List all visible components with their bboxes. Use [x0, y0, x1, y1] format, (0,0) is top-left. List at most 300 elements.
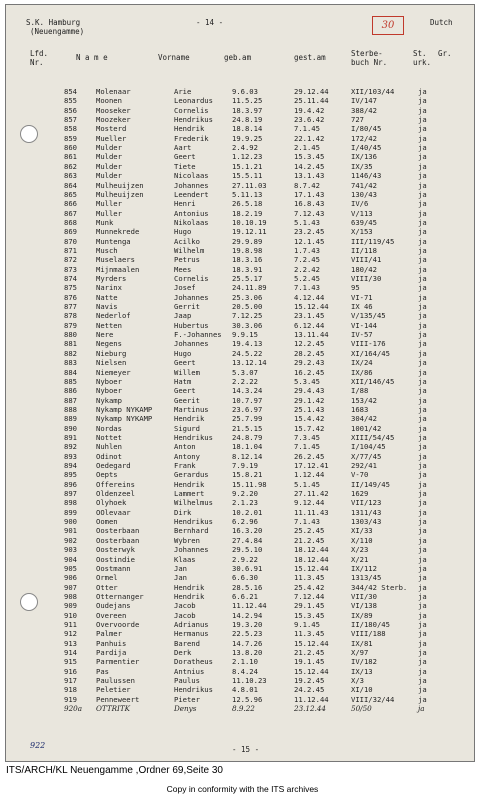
- death-date: 11.3.45: [294, 629, 325, 639]
- table-row: [6, 358, 474, 367]
- col-st: St.: [413, 49, 427, 58]
- row-number: 872: [64, 255, 77, 265]
- first-name: Martinus: [174, 404, 209, 414]
- surname: Netten: [96, 320, 122, 330]
- first-name: Bernhard: [174, 526, 209, 536]
- death-date: 13.1.43: [294, 171, 325, 181]
- death-date: 18.12.44: [294, 545, 329, 555]
- surname: Niemeyer: [96, 367, 131, 377]
- birth-date: 14.3.24: [232, 386, 263, 396]
- col-nr: Nr.: [30, 58, 44, 67]
- surname: Oedegard: [96, 461, 131, 470]
- death-register-no: IX/86: [351, 367, 373, 377]
- row-number: 876: [64, 292, 77, 302]
- death-date: 7.1.45: [294, 124, 320, 134]
- death-register-no: 1629: [351, 489, 369, 499]
- table-row: [6, 181, 474, 190]
- surname: Nere: [96, 330, 114, 340]
- row-number: 918: [64, 685, 77, 695]
- row-number: 919: [64, 694, 77, 704]
- surname: Molenaar: [96, 87, 131, 96]
- table-row: [6, 508, 474, 517]
- first-name: Aart: [174, 143, 192, 153]
- surname: Oldenzeel: [96, 489, 135, 499]
- death-date: 15.12.44: [294, 563, 329, 573]
- table-row: [6, 209, 474, 218]
- death-date: 15.12.44: [294, 638, 329, 648]
- table-row: [6, 190, 474, 199]
- table-row: [6, 545, 474, 554]
- row-number: 911: [64, 619, 77, 629]
- conformity-caption: Copy in conformity with the ITS archives: [166, 784, 319, 794]
- death-register-no: VII/30: [351, 591, 377, 601]
- birth-date: 8.4.24: [232, 666, 258, 676]
- row-number: 886: [64, 386, 77, 396]
- death-date: 29.4.43: [294, 386, 325, 396]
- birth-date: 27.11.03: [232, 180, 267, 190]
- first-name: Wilhelm: [174, 245, 205, 255]
- certificate-status: ja: [418, 348, 427, 358]
- birth-date: 26.5.18: [232, 199, 263, 209]
- col-st-2: urk.: [413, 58, 432, 67]
- surname: Nykamp: [96, 395, 122, 405]
- table-row: [6, 667, 474, 676]
- death-date: 7.2.45: [294, 255, 320, 265]
- birth-date: 1.12.23: [232, 152, 263, 162]
- death-date: 4.12.44: [294, 292, 325, 302]
- first-name: Hermanus: [174, 629, 209, 639]
- surname: Nielsen: [96, 358, 127, 368]
- table-row: [6, 386, 474, 395]
- row-number: 874: [64, 274, 77, 283]
- row-number: 881: [64, 339, 77, 349]
- death-date: 28.2.45: [294, 348, 325, 358]
- death-register-no: VI-71: [351, 292, 373, 302]
- surname: Musch: [96, 245, 118, 255]
- death-date: 19.1.45: [294, 657, 325, 667]
- row-number: 904: [64, 554, 77, 564]
- surname: Nyboer: [96, 386, 122, 396]
- first-name: Johannes: [174, 545, 209, 555]
- first-name: Geerit: [174, 395, 200, 405]
- surname: Otternanger: [96, 591, 144, 601]
- row-number: 903: [64, 545, 77, 555]
- surname: Nederlof: [96, 311, 131, 321]
- table-row: [6, 517, 474, 526]
- death-register-no: VIII/32/44: [351, 694, 395, 704]
- certificate-status: ja: [418, 208, 427, 218]
- table-row: [6, 330, 474, 339]
- death-date: 26.2.45: [294, 451, 325, 461]
- death-register-no: X/153: [351, 227, 373, 237]
- death-date: 2.1.45: [294, 143, 320, 153]
- table-row: [6, 377, 474, 386]
- table-row: [6, 237, 474, 246]
- death-date: 5.3.45: [294, 376, 320, 386]
- surname: Nordas: [96, 423, 122, 433]
- birth-date: 9.6.03: [232, 87, 258, 96]
- first-name: Antonius: [174, 208, 209, 218]
- death-date: 15.7.42: [294, 423, 325, 433]
- first-name: Hendrikus: [174, 115, 213, 125]
- certificate-status: ja: [418, 470, 427, 480]
- death-register-no: X/110: [351, 535, 373, 545]
- surname: Mulder: [96, 161, 122, 171]
- table-row: [6, 424, 474, 433]
- col-gest: gest.am: [294, 53, 326, 62]
- birth-date: 11.10.23: [232, 676, 267, 686]
- death-register-no: IX 46: [351, 302, 373, 312]
- surname: Panhuis: [96, 638, 127, 648]
- first-name: Nicolaas: [174, 171, 209, 181]
- camp-subtitle: (Neuengamme): [30, 27, 85, 36]
- row-number: 879: [64, 320, 77, 330]
- certificate-status: ja: [418, 676, 427, 686]
- first-name: Dirk: [174, 507, 192, 517]
- row-number: 871: [64, 245, 77, 255]
- birth-date: 29.5.10: [232, 545, 263, 555]
- row-number: 885: [64, 376, 77, 386]
- certificate-status: ja: [418, 423, 427, 433]
- birth-date: 24.5.22: [232, 348, 263, 358]
- certificate-status: ja: [418, 255, 427, 265]
- surname: Narinx: [96, 283, 122, 293]
- certificate-status: ja: [418, 638, 427, 648]
- death-date: 6.12.44: [294, 320, 325, 330]
- certificate-status: ja: [418, 264, 427, 274]
- row-number: 897: [64, 489, 77, 499]
- birth-date: 25.3.06: [232, 292, 263, 302]
- first-name: Jaap: [174, 311, 192, 321]
- surname: Oudejans: [96, 601, 131, 611]
- first-name: Hendrik: [174, 479, 205, 489]
- first-name: Tiete: [174, 161, 196, 171]
- death-date: 12.2.45: [294, 339, 325, 349]
- surname: Overeen: [96, 610, 127, 620]
- birth-date: 11.12.44: [232, 601, 267, 611]
- death-register-no: II/149/45: [351, 479, 390, 489]
- surname: Oosterwyk: [96, 545, 135, 555]
- table-row: [6, 461, 474, 470]
- death-date: 5.1.45: [294, 479, 320, 489]
- death-date: 11.12.44: [294, 694, 329, 704]
- row-number: 909: [64, 601, 77, 611]
- surname: Mueller: [96, 133, 127, 143]
- row-number: 916: [64, 666, 77, 676]
- table-row: [6, 639, 474, 648]
- surname: Paulussen: [96, 676, 135, 686]
- death-date: 15.12.44: [294, 666, 329, 676]
- death-register-no: V/135/45: [351, 311, 386, 321]
- col-name: N a m e: [76, 53, 108, 62]
- first-name: Wilhelmus: [174, 498, 213, 508]
- surname: Offereins: [96, 479, 135, 489]
- birth-date: 8.9.22: [232, 704, 255, 714]
- birth-date: 10.2.01: [232, 507, 263, 517]
- table-row: [6, 480, 474, 489]
- death-date: 15.3.45: [294, 152, 325, 162]
- certificate-status: ja: [418, 479, 427, 489]
- death-date: 27.11.42: [294, 489, 329, 499]
- death-register-no: 1146/43: [351, 171, 382, 181]
- table-row: [6, 489, 474, 498]
- birth-date: 28.5.16: [232, 582, 263, 592]
- death-register-no: 50/50: [351, 704, 372, 714]
- death-date: 19.4.42: [294, 105, 325, 115]
- first-name: Hendrikus: [174, 517, 213, 527]
- row-number: 882: [64, 348, 77, 358]
- death-register-no: IV/147: [351, 96, 377, 106]
- surname: OOlevaar: [96, 507, 131, 517]
- surname: Palmer: [96, 629, 122, 639]
- death-date: 7.3.45: [294, 432, 320, 442]
- surname: Muller: [96, 199, 122, 209]
- death-date: 7.1.43: [294, 283, 320, 293]
- row-number: 868: [64, 217, 77, 227]
- death-register-no: VI-144: [351, 320, 377, 330]
- certificate-status: ja: [418, 545, 427, 555]
- table-row: [6, 134, 474, 143]
- table-row: [6, 611, 474, 620]
- first-name: Hatm: [174, 376, 192, 386]
- certificate-status: ja: [418, 526, 427, 536]
- first-name: Hugo: [174, 227, 192, 237]
- death-register-no: 304/42: [351, 414, 377, 424]
- table-row: [6, 573, 474, 582]
- surname: Natte: [96, 292, 118, 302]
- table-row: [6, 629, 474, 638]
- surname: Navis: [96, 302, 118, 312]
- certificate-status: ja: [418, 133, 427, 143]
- table-row: [6, 87, 474, 96]
- row-number: 875: [64, 283, 77, 293]
- birth-date: 15.8.21: [232, 470, 263, 480]
- birth-date: 15.5.11: [232, 171, 263, 181]
- certificate-status: ja: [418, 283, 427, 293]
- table-row: [6, 106, 474, 115]
- row-number: 867: [64, 208, 77, 218]
- death-date: 15.12.44: [294, 302, 329, 312]
- surname: Mosterd: [96, 124, 127, 134]
- row-number: 887: [64, 395, 77, 405]
- death-date: 29.2.43: [294, 358, 325, 368]
- death-date: 23.1.45: [294, 311, 325, 321]
- table-row: [6, 339, 474, 348]
- death-register-no: XIII/54/45: [351, 432, 395, 442]
- certificate-status: ja: [418, 105, 427, 115]
- birth-date: 18.2.19: [232, 208, 263, 218]
- row-number: 857: [64, 115, 77, 125]
- birth-date: 18.3.16: [232, 255, 263, 265]
- surname: OTTRITK: [96, 704, 131, 714]
- table-row: [6, 124, 474, 133]
- certificate-status: ja: [418, 395, 427, 405]
- row-number: 892: [64, 442, 77, 452]
- row-number: 914: [64, 648, 77, 657]
- first-name: Sigurd: [174, 423, 200, 433]
- surname: Otter: [96, 582, 118, 592]
- death-date: 23.2.45: [294, 227, 325, 237]
- birth-date: 2.1.10: [232, 657, 258, 667]
- surname: Peletier: [96, 685, 131, 695]
- trailing-note: 922: [30, 741, 46, 750]
- first-name: Anton: [174, 442, 196, 452]
- certificate-status: ja: [418, 573, 427, 583]
- first-name: Frederik: [174, 133, 209, 143]
- table-row: [6, 96, 474, 105]
- first-name: Geert: [174, 358, 196, 368]
- death-register-no: I/80/45: [351, 124, 382, 134]
- row-number: 908: [64, 591, 77, 601]
- surname: Nykamp NYKAMP: [96, 404, 153, 414]
- surname: Mooseker: [96, 105, 131, 115]
- surname: Oostindie: [96, 554, 135, 564]
- certificate-status: ja: [418, 404, 427, 414]
- surname: Oostmann: [96, 563, 131, 573]
- death-register-no: I/40/45: [351, 143, 382, 153]
- surname: Penneweert: [96, 694, 140, 704]
- birth-date: 21.5.15: [232, 423, 263, 433]
- first-name: Hubertus: [174, 320, 209, 330]
- row-number: 863: [64, 171, 77, 181]
- table-row: [6, 564, 474, 573]
- surname: Mijnmaalen: [96, 264, 140, 274]
- row-number: 883: [64, 358, 77, 368]
- birth-date: 10.7.97: [232, 395, 263, 405]
- death-register-no: X/97: [351, 648, 369, 657]
- row-number: 861: [64, 152, 77, 162]
- death-register-no: 180/42: [351, 264, 377, 274]
- first-name: Willem: [174, 367, 200, 377]
- death-date: 25.1.43: [294, 404, 325, 414]
- death-register-no: X/23: [351, 545, 369, 555]
- death-date: 8.7.42: [294, 180, 320, 190]
- death-register-no: V-70: [351, 470, 369, 480]
- first-name: Gerrit: [174, 302, 200, 312]
- first-name: Johannes: [174, 339, 209, 349]
- death-register-no: VIII-176: [351, 339, 386, 349]
- death-register-no: VIII/188: [351, 629, 386, 639]
- death-register-no: VIII/30: [351, 274, 382, 283]
- surname: Munk: [96, 217, 114, 227]
- death-date: 9.12.44: [294, 498, 325, 508]
- certificate-status: ja: [418, 610, 427, 620]
- table-row: [6, 414, 474, 423]
- certificate-status: ja: [418, 591, 427, 601]
- row-number: 915: [64, 657, 77, 667]
- death-register-no: 1683: [351, 404, 369, 414]
- col-gr: Gr.: [438, 49, 452, 58]
- certificate-status: ja: [418, 236, 427, 246]
- death-register-no: XI/10: [351, 685, 373, 695]
- birth-date: 14.2.94: [232, 610, 263, 620]
- certificate-status: ja: [418, 507, 427, 517]
- death-date: 12.1.45: [294, 236, 325, 246]
- first-name: Paulus: [174, 676, 200, 686]
- certificate-status: ja: [418, 320, 427, 330]
- row-number: 866: [64, 199, 77, 209]
- death-register-no: IX/89: [351, 610, 373, 620]
- death-register-no: VI/138: [351, 601, 377, 611]
- birth-date: 18.1.04: [232, 442, 263, 452]
- first-name: Frank: [174, 461, 196, 470]
- table-row: [6, 396, 474, 405]
- death-register-no: IV-57: [351, 330, 373, 340]
- table-row: [6, 115, 474, 124]
- table-row: [6, 162, 474, 171]
- birth-date: 18.3.97: [232, 105, 263, 115]
- birth-date: 14.7.26: [232, 638, 263, 648]
- death-register-no: IX/112: [351, 563, 377, 573]
- surname: Parmentier: [96, 657, 140, 667]
- birth-date: 7.9.19: [232, 461, 258, 470]
- certificate-status: ja: [418, 152, 427, 162]
- death-register-no: 130/43: [351, 189, 377, 199]
- first-name: Leonardus: [174, 96, 213, 106]
- death-register-no: 727: [351, 115, 364, 125]
- table-row: [6, 536, 474, 545]
- death-date: 29.1.45: [294, 601, 325, 611]
- first-name: Geert: [174, 152, 196, 162]
- death-date: 1.7.43: [294, 245, 320, 255]
- row-number: 906: [64, 573, 77, 583]
- death-register-no: IX/24: [351, 358, 373, 368]
- death-register-no: II/180/45: [351, 619, 390, 629]
- table-row: [6, 265, 474, 274]
- first-name: Acilko: [174, 236, 200, 246]
- death-register-no: I/88: [351, 386, 369, 396]
- death-register-no: XII/146/45: [351, 376, 395, 386]
- row-number: 894: [64, 461, 77, 470]
- death-register-no: XII/103/44: [351, 87, 395, 96]
- camp-name: S.K. Hamburg: [26, 18, 81, 27]
- row-number: 864: [64, 180, 77, 190]
- death-register-no: X/77/45: [351, 451, 382, 461]
- death-date: 17.12.41: [294, 461, 329, 470]
- certificate-status: ja: [418, 554, 427, 564]
- certificate-status: ja: [418, 227, 427, 237]
- row-number: 877: [64, 302, 77, 312]
- row-number: 890: [64, 423, 77, 433]
- row-number: 870: [64, 236, 77, 246]
- surname: Overvoorde: [96, 619, 140, 629]
- death-date: 23.12.44: [294, 704, 327, 714]
- death-date: 19.2.45: [294, 676, 325, 686]
- first-name: Hugo: [174, 348, 192, 358]
- birth-date: 16.3.20: [232, 526, 263, 536]
- first-name: Antnius: [174, 666, 205, 676]
- certificate-status: ja: [418, 217, 427, 227]
- first-name: Cornelis: [174, 274, 209, 283]
- row-number: 896: [64, 479, 77, 489]
- death-date: 5.2.45: [294, 274, 320, 283]
- death-date: 25.2.45: [294, 526, 325, 536]
- certificate-status: ja: [418, 376, 427, 386]
- row-number: 902: [64, 535, 77, 545]
- table-row: [6, 442, 474, 451]
- first-name: Nikolaas: [174, 217, 209, 227]
- certificate-status: ja: [418, 189, 427, 199]
- table-row: [6, 405, 474, 414]
- certificate-status: ja: [418, 87, 427, 96]
- certificate-status: ja: [418, 143, 427, 153]
- table-row: [6, 620, 474, 629]
- first-name: Josef: [174, 283, 196, 293]
- death-register-no: 95: [351, 283, 360, 293]
- surname: Nyboer: [96, 376, 122, 386]
- birth-date: 9.9.15: [232, 330, 258, 340]
- first-name: Denys: [174, 704, 197, 714]
